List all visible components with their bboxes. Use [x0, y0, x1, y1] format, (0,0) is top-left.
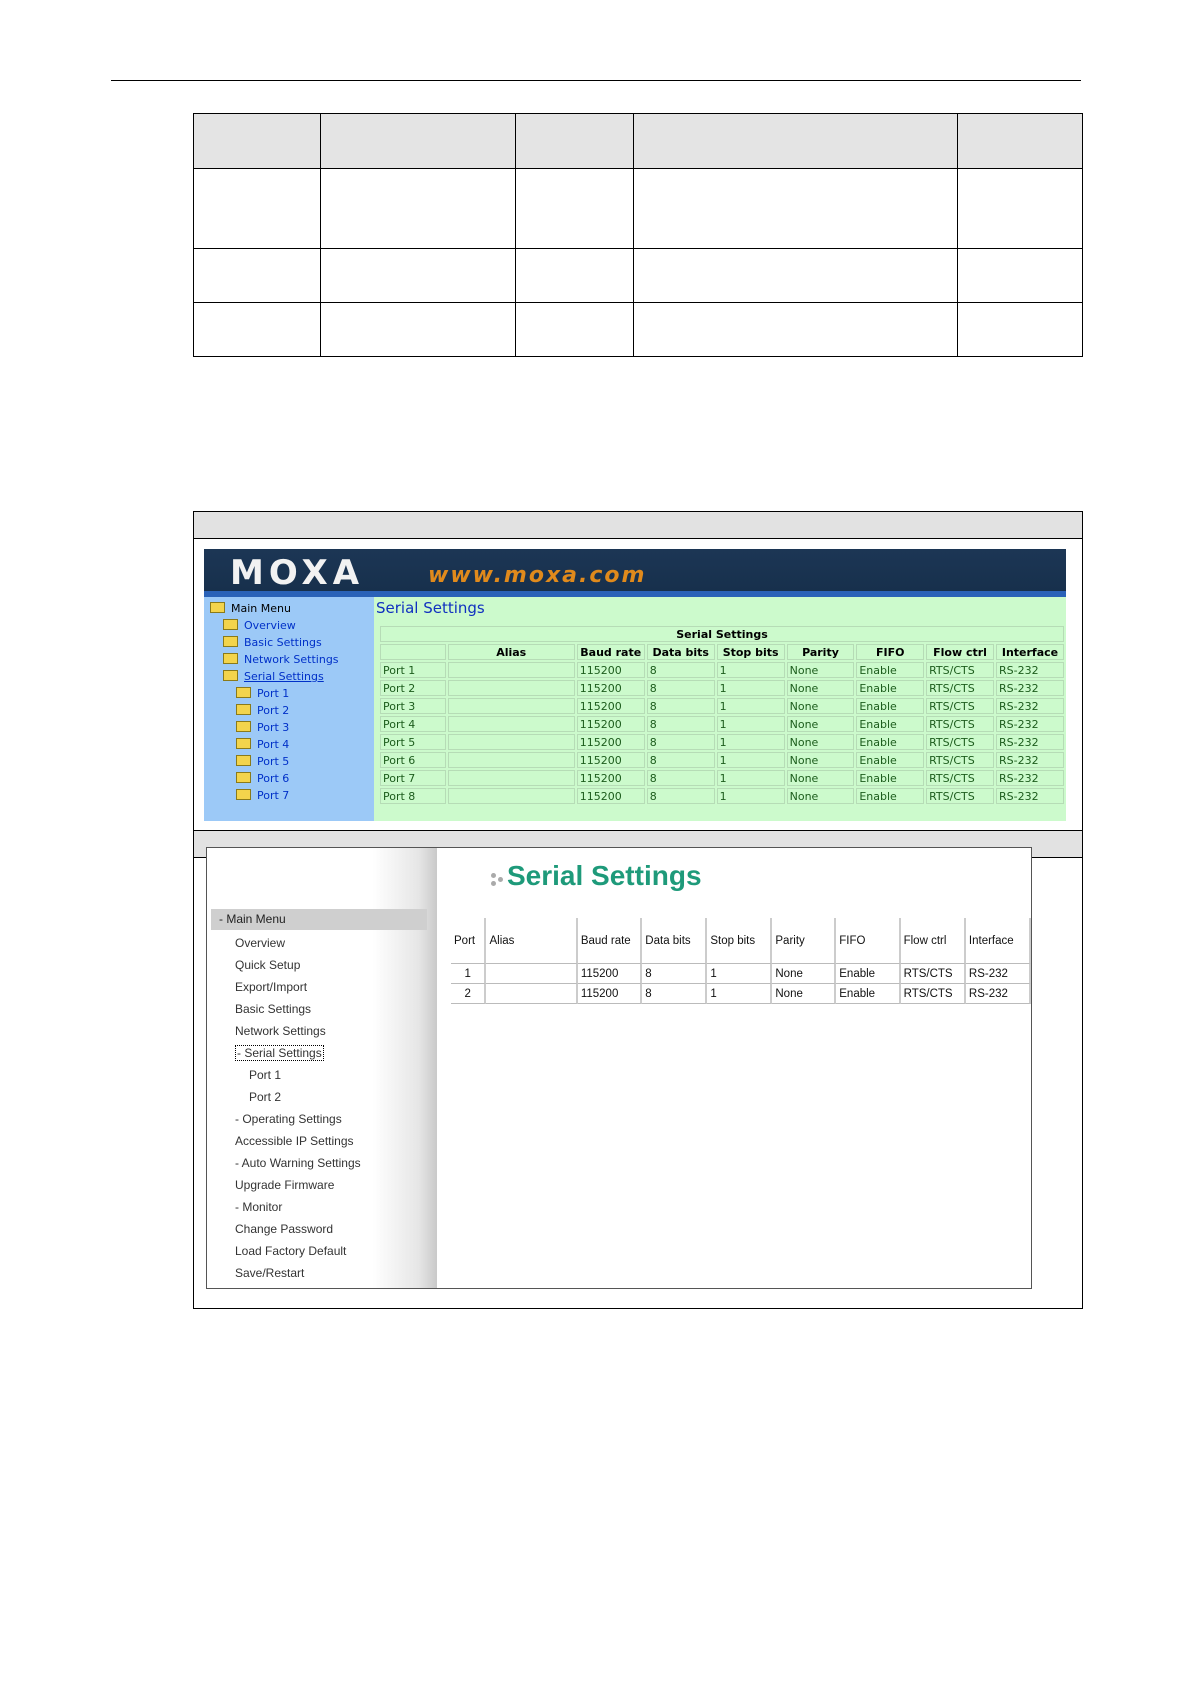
table-cell: 8	[647, 752, 715, 768]
comparison-table	[193, 113, 1083, 357]
old-sidebar-item-label: Network Settings	[244, 653, 339, 666]
table-cell: 8	[642, 984, 707, 1004]
table-cell	[448, 734, 575, 750]
column-header: Baud rate	[578, 918, 642, 964]
table-cell: RTS/CTS	[926, 752, 994, 768]
sidebar-item-operating-settings[interactable]	[235, 1112, 342, 1126]
table-cell: Port 7	[380, 770, 446, 786]
folder-icon	[236, 755, 251, 766]
old-serial-settings-table	[378, 624, 1066, 806]
sidebar-item-port-2[interactable]	[249, 1090, 281, 1104]
table-cell: 115200	[577, 680, 645, 696]
sidebar-item-monitor[interactable]	[235, 1200, 282, 1214]
folder-icon	[236, 687, 251, 698]
table-cell: Enable	[856, 752, 924, 768]
folder-icon	[223, 619, 238, 630]
old-sidebar-item-port-7[interactable]	[236, 789, 289, 805]
table-header-row	[194, 114, 1083, 169]
table-cell: 1	[707, 984, 772, 1004]
folder-icon	[236, 772, 251, 783]
table-cell: RS-232	[996, 716, 1064, 732]
folder-icon	[223, 670, 238, 681]
column-header: Stop bits	[707, 918, 772, 964]
old-sidebar-item-port-5[interactable]	[236, 755, 289, 771]
page-header-rule	[111, 80, 1081, 81]
old-ui-caption-bar	[194, 512, 1082, 539]
table-row	[194, 169, 1083, 249]
old-table-header-row	[380, 644, 1064, 660]
table-cell: None	[772, 984, 836, 1004]
table-cell	[448, 662, 575, 678]
table-cell: 115200	[577, 770, 645, 786]
table-cell: RS-232	[966, 984, 1031, 1004]
table-cell: Port 3	[380, 698, 446, 714]
sidebar-item-label: Upgrade Firmware	[235, 1178, 335, 1192]
table-cell: RS-232	[966, 964, 1031, 984]
table-cell: 115200	[577, 752, 645, 768]
table-cell: None	[772, 964, 836, 984]
sidebar-item-serial-settings[interactable]	[235, 1046, 324, 1060]
table-cell: Port 6	[380, 752, 446, 768]
table-cell: 115200	[577, 734, 645, 750]
old-sidebar-item-label: Port 3	[257, 721, 290, 734]
old-sidebar-item-label: Port 7	[257, 789, 290, 802]
table-cell: 115200	[577, 698, 645, 714]
table-cell: 115200	[577, 788, 645, 804]
old-column-header: Interface	[996, 644, 1064, 660]
new-page-title: Serial Settings	[507, 860, 702, 891]
table-cell: 1	[717, 770, 785, 786]
sidebar-item-label: Change Password	[235, 1222, 334, 1236]
table-cell: None	[787, 716, 855, 732]
old-column-header: Flow ctrl	[926, 644, 994, 660]
folder-icon	[236, 789, 251, 800]
table-cell: 115200	[578, 984, 642, 1004]
screenshot-comparison-frame	[193, 511, 1083, 1309]
sidebar-item-label: Quick Setup	[235, 958, 301, 972]
old-sidebar-item-network-settings[interactable]	[223, 653, 339, 669]
table-row	[380, 770, 1064, 786]
table-cell: 8	[642, 964, 707, 984]
table-cell: 1	[717, 680, 785, 696]
old-column-header: Baud rate	[577, 644, 645, 660]
table-cell: RS-232	[996, 680, 1064, 696]
table-row	[380, 752, 1064, 768]
table-cell: 1	[717, 716, 785, 732]
old-sidebar-item-basic-settings[interactable]	[223, 636, 322, 652]
table-cell: RS-232	[996, 752, 1064, 768]
folder-icon	[223, 636, 238, 647]
sidebar-item-network-settings[interactable]	[235, 1024, 326, 1038]
table-cell: 1	[717, 698, 785, 714]
table-cell: Enable	[856, 698, 924, 714]
table-header-row	[451, 918, 1031, 964]
sidebar-item-label: - Serial Settings	[237, 1046, 322, 1060]
table-cell: Port 5	[380, 734, 446, 750]
table-cell	[448, 770, 575, 786]
old-column-header: Stop bits	[717, 644, 785, 660]
table-cell: 8	[647, 680, 715, 696]
old-page-title: Serial Settings	[376, 599, 485, 617]
table-cell: 8	[647, 734, 715, 750]
table-cell: RTS/CTS	[926, 734, 994, 750]
table-cell: 8	[647, 698, 715, 714]
table-cell: Enable	[836, 964, 900, 984]
table-cell: RTS/CTS	[901, 984, 966, 1004]
old-column-header: Alias	[448, 644, 575, 660]
table-cell: None	[787, 770, 855, 786]
old-sidebar-item-port-2[interactable]	[236, 704, 289, 720]
sidebar-item-label: Overview	[235, 936, 286, 950]
sidebar-item-port-1[interactable]	[249, 1068, 281, 1082]
new-serial-settings-table	[451, 918, 1031, 1004]
table-cell: RS-232	[996, 698, 1064, 714]
table-cell: 1	[451, 964, 486, 984]
table-row	[380, 716, 1064, 732]
table-row	[380, 662, 1064, 678]
table-cell: Port 1	[380, 662, 446, 678]
sidebar-item-label: - Operating Settings	[235, 1112, 342, 1126]
old-sidebar-item-label: Main Menu	[231, 602, 291, 615]
folder-icon	[210, 602, 225, 613]
sidebar-item-load-factory-default[interactable]	[235, 1244, 346, 1258]
table-cell: 115200	[577, 662, 645, 678]
table-cell	[486, 984, 577, 1004]
folder-icon	[223, 653, 238, 664]
table-cell	[448, 716, 575, 732]
table-row	[194, 303, 1083, 357]
table-cell: Enable	[856, 716, 924, 732]
column-header: Flow ctrl	[901, 918, 966, 964]
column-header: Interface	[966, 918, 1031, 964]
table-cell: Enable	[856, 662, 924, 678]
table-row	[380, 734, 1064, 750]
sidebar-item-export-import[interactable]	[235, 980, 307, 994]
table-cell: Port 2	[380, 680, 446, 696]
column-header: Port	[451, 918, 486, 964]
main-menu-header[interactable]: - Main Menu	[211, 909, 427, 930]
old-sidebar-item-port-4[interactable]	[236, 738, 289, 754]
column-header: Data bits	[642, 918, 707, 964]
table-cell: None	[787, 662, 855, 678]
table-cell: RS-232	[996, 788, 1064, 804]
sidebar-item-auto-warning-settings[interactable]	[235, 1156, 361, 1170]
old-column-header: Data bits	[647, 644, 715, 660]
old-sidebar-item-label: Basic Settings	[244, 636, 322, 649]
column-header: Alias	[486, 918, 577, 964]
column-header: Parity	[772, 918, 836, 964]
table-cell: 1	[717, 662, 785, 678]
old-column-header	[380, 644, 446, 660]
sidebar-item-label: Save/Restart	[235, 1266, 305, 1280]
table-cell: None	[787, 680, 855, 696]
folder-icon	[236, 721, 251, 732]
old-sidebar-item-port-3[interactable]	[236, 721, 289, 737]
table-cell: RTS/CTS	[901, 964, 966, 984]
table-cell: Enable	[836, 984, 900, 1004]
sidebar-item-label: Port 2	[249, 1090, 282, 1104]
old-column-header: Parity	[787, 644, 855, 660]
sidebar-item-label: Port 1	[249, 1068, 282, 1082]
old-sidebar-item-label: Port 2	[257, 704, 290, 717]
table-cell: RTS/CTS	[926, 716, 994, 732]
table-cell	[448, 752, 575, 768]
table-cell: RTS/CTS	[926, 770, 994, 786]
table-cell: 115200	[578, 964, 642, 984]
table-cell: 8	[647, 788, 715, 804]
old-sidebar-item-serial-settings[interactable]	[223, 670, 324, 686]
title-dots-icon	[491, 873, 505, 887]
old-sidebar-item-label: Port 1	[257, 687, 290, 700]
sidebar-item-label: Load Factory Default	[235, 1244, 347, 1258]
table-cell: 1	[717, 752, 785, 768]
table-cell: None	[787, 734, 855, 750]
table-cell: Enable	[856, 734, 924, 750]
table-row	[451, 964, 1031, 984]
table-cell: RS-232	[996, 662, 1064, 678]
folder-icon	[236, 738, 251, 749]
moxa-logo: MOXA	[230, 553, 365, 593]
table-cell: RS-232	[996, 770, 1064, 786]
table-row	[380, 680, 1064, 696]
old-table-caption: Serial Settings	[380, 626, 1064, 642]
new-sidebar-menu	[207, 848, 437, 1288]
table-cell: Enable	[856, 788, 924, 804]
table-cell: 115200	[577, 716, 645, 732]
sidebar-item-label: Accessible IP Settings	[235, 1134, 354, 1148]
table-cell: 8	[647, 770, 715, 786]
old-sidebar-menu	[204, 597, 374, 821]
table-row	[380, 788, 1064, 804]
table-cell: RTS/CTS	[926, 698, 994, 714]
sidebar-item-save-restart[interactable]	[235, 1266, 304, 1280]
table-row	[451, 984, 1031, 1004]
sidebar-item-change-password[interactable]	[235, 1222, 333, 1236]
table-cell: Port 4	[380, 716, 446, 732]
table-cell: None	[787, 698, 855, 714]
old-web-console	[204, 549, 1066, 821]
column-header: FIFO	[836, 918, 900, 964]
table-cell: 8	[647, 716, 715, 732]
new-web-console	[206, 847, 1032, 1289]
sidebar-item-label: Basic Settings	[235, 1002, 312, 1016]
old-sidebar-item-label: Port 5	[257, 755, 290, 768]
old-sidebar-item-label: Port 4	[257, 738, 290, 751]
old-sidebar-item-port-6[interactable]	[236, 772, 289, 788]
table-cell: Port 8	[380, 788, 446, 804]
sidebar-item-label: Network Settings	[235, 1024, 326, 1038]
sidebar-item-accessible-ip-settings[interactable]	[235, 1134, 354, 1148]
sidebar-item-label: Export/Import	[235, 980, 308, 994]
table-cell: Enable	[856, 680, 924, 696]
table-cell: RS-232	[996, 734, 1064, 750]
sidebar-item-label: - Auto Warning Settings	[235, 1156, 361, 1170]
table-cell	[448, 680, 575, 696]
sidebar-item-basic-settings[interactable]	[235, 1002, 311, 1016]
table-cell: 8	[647, 662, 715, 678]
table-cell: 2	[451, 984, 486, 1004]
sidebar-item-quick-setup[interactable]	[235, 958, 300, 972]
sidebar-item-overview[interactable]	[235, 936, 285, 950]
moxa-url[interactable]: www.moxa.com	[428, 563, 647, 588]
table-cell: 1	[717, 734, 785, 750]
table-cell: 1	[717, 788, 785, 804]
table-cell: RTS/CTS	[926, 662, 994, 678]
table-cell: Enable	[856, 770, 924, 786]
table-cell	[486, 964, 577, 984]
table-cell: None	[787, 788, 855, 804]
table-cell	[448, 788, 575, 804]
table-row	[194, 249, 1083, 303]
sidebar-item-label: - Monitor	[235, 1200, 283, 1214]
old-sidebar-item-overview[interactable]	[223, 619, 296, 635]
table-row	[380, 698, 1064, 714]
old-sidebar-item-label: Port 6	[257, 772, 290, 785]
old-sidebar-item-port-1[interactable]	[236, 687, 289, 703]
folder-icon	[236, 704, 251, 715]
old-sidebar-item-label: Overview	[244, 619, 296, 632]
table-cell	[448, 698, 575, 714]
table-cell: RTS/CTS	[926, 788, 994, 804]
old-sidebar-item-main-menu[interactable]	[210, 602, 291, 618]
sidebar-item-upgrade-firmware[interactable]	[235, 1178, 334, 1192]
moxa-banner	[204, 549, 1066, 597]
old-column-header: FIFO	[856, 644, 924, 660]
table-cell: 1	[707, 964, 772, 984]
table-cell: RTS/CTS	[926, 680, 994, 696]
old-sidebar-item-label: Serial Settings	[244, 670, 324, 683]
table-cell: None	[787, 752, 855, 768]
